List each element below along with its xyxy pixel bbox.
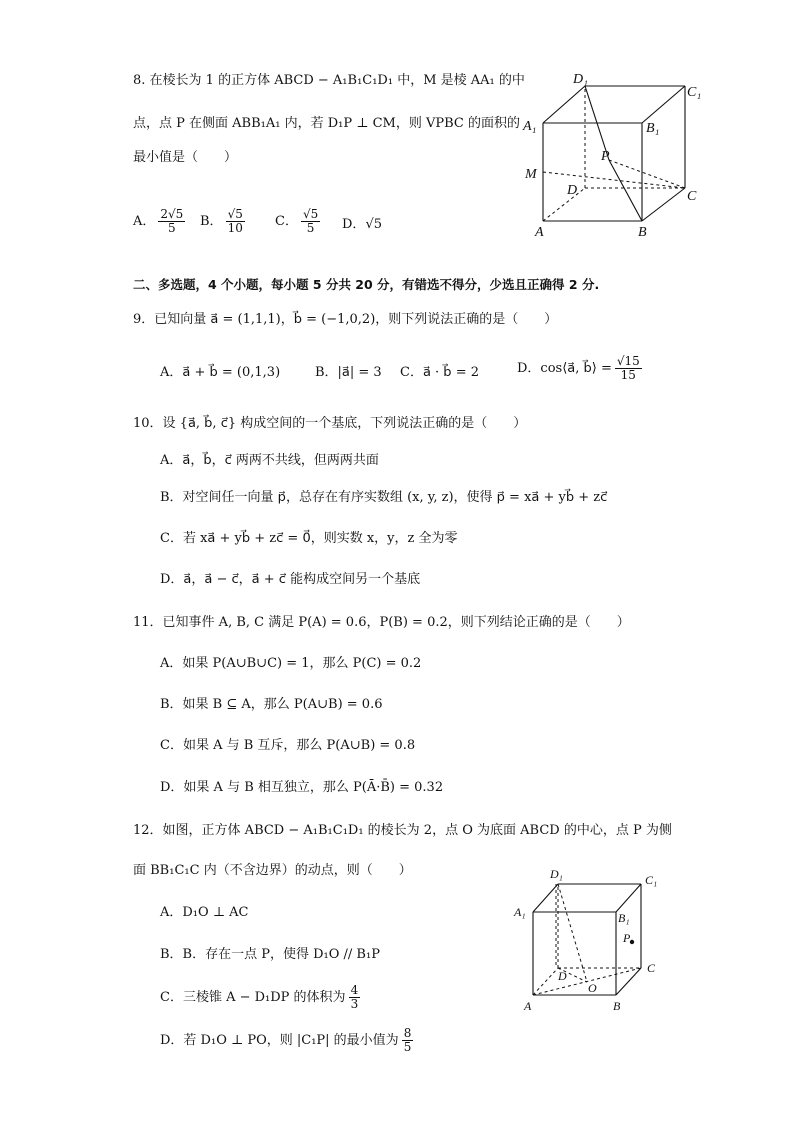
q8-line1: 8. 在棱长为 1 的正方体 ABCD − A₁B₁C₁D₁ 中，M 是棱 AA₁ 的中: [133, 73, 525, 88]
q8-option-c-num: √5: [302, 207, 319, 221]
q8-option-b-fraction: [226, 208, 245, 235]
q9-option-c[interactable]: C．a⃗ · b⃗ = 2: [400, 365, 479, 380]
q8-option-a-fraction: [158, 208, 185, 235]
q12-option-c-num: 4: [350, 983, 359, 997]
q8-option-d-label: D．: [342, 217, 366, 232]
q12-option-c-text: C．三棱锥 A − D₁DP 的体积为: [160, 990, 346, 1005]
q12-option-c-fraction: [349, 984, 361, 1011]
q11-stem: 11．已知事件 A, B, C 满足 P(A) = 0.6，P(B) = 0.2，则下列结论正确的是（ ）: [133, 615, 630, 630]
q9-option-d[interactable]: [517, 355, 645, 382]
q10-stem: 10．设 {a⃗, b⃗, c⃗} 构成空间的一个基底，下列说法正确的是（ ）: [133, 416, 527, 431]
q8-option-c-label: C．: [275, 214, 298, 229]
edge-b-c: [642, 188, 685, 221]
q9-option-b[interactable]: B．|a⃗| = 3: [315, 365, 382, 380]
label-a1: A₁: [514, 905, 526, 919]
q12-option-d-num: 8: [403, 1026, 412, 1040]
q8-option-a[interactable]: [133, 208, 188, 235]
q8-option-a-den: 5: [168, 221, 176, 235]
hidden-edge-a-d: [543, 188, 585, 221]
q12-option-b[interactable]: B．B．存在一点 P，使得 D₁O // B₁P: [160, 947, 380, 962]
q9-option-d-fraction: [615, 355, 642, 382]
q10-option-c[interactable]: C．若 xa⃗ + yb⃗ + zc⃗ = 0⃗，则实数 x，y，z 全为零: [160, 531, 458, 546]
q12-cube-figure: [508, 862, 698, 1017]
q9-option-d-text: D．cos⟨a⃗, b⃗⟩ =: [517, 361, 612, 376]
q9-option-a[interactable]: A．a⃗ + b⃗ = (0,1,3): [160, 365, 281, 380]
edge-a1-d1: [543, 86, 585, 123]
label-c1: C₁: [645, 873, 658, 887]
label-p: P: [601, 149, 610, 164]
q9-option-d-den: 15: [620, 368, 636, 382]
point-p: [630, 940, 634, 944]
q11-option-c[interactable]: C．如果 A 与 B 互斥，那么 P(A∪B) = 0.8: [160, 738, 416, 753]
q10-option-a[interactable]: A．a⃗，b⃗，c⃗ 两两不共线，但两两共面: [160, 453, 379, 468]
edge-b1-c1: [642, 86, 685, 123]
q12-option-d[interactable]: [160, 1027, 416, 1054]
edge-a1-d1: [533, 884, 558, 912]
q11-option-d[interactable]: D．如果 A 与 B 相互独立，那么 P(Ā·B̄) = 0.32: [160, 780, 444, 795]
q12-line2: 面 BB₁C₁C 内（不含边界）的动点，则（ ）: [133, 863, 412, 878]
label-d: D: [567, 183, 578, 198]
q12-option-c-den: 3: [350, 997, 359, 1011]
q12-option-c[interactable]: [160, 984, 363, 1011]
q12-option-d-den: 5: [403, 1040, 412, 1054]
label-o: O: [588, 981, 597, 995]
q9-stem: 9．已知向量 a⃗ = (1,1,1)，b⃗ = (−1,0,2)，则下列说法正确的是（ ）: [133, 312, 558, 327]
label-b: B: [638, 225, 647, 240]
label-b1: B₁: [618, 911, 630, 925]
edge-b-c: [616, 968, 641, 995]
label-c1: C₁: [687, 85, 702, 100]
q8-option-b-label: B．: [200, 214, 223, 229]
q10-option-d[interactable]: D．a⃗，a⃗ − c⃗，a⃗ + c⃗ 能构成空间另一个基底: [160, 572, 421, 587]
label-a: A: [524, 999, 532, 1013]
q8-option-b-num: √5: [227, 207, 243, 221]
label-d1: D₁: [573, 72, 588, 87]
hidden-segment-d1-o: [558, 884, 587, 982]
q12-option-d-fraction: [402, 1027, 414, 1054]
hidden-segment-m-c: [543, 172, 685, 188]
q8-line3: 最小值是（ ）: [133, 150, 238, 165]
q8-option-c-den: 5: [306, 221, 315, 235]
edge-b1-c1: [616, 884, 641, 912]
q10-option-b[interactable]: B．对空间任一向量 p⃗，总存在有序实数组 (x, y, z)，使得 p⃗ = xa⃗ + yb⃗ + zc⃗: [160, 490, 608, 505]
label-p: P: [623, 931, 631, 945]
q9-option-d-num: √15: [616, 354, 640, 368]
q12-option-d-text: D．若 D₁O ⊥ PO，则 |C₁P| 的最小值为: [160, 1033, 399, 1048]
hidden-edge-a-d: [533, 968, 558, 995]
section2-heading: 二、多选题，4 个小题，每小题 5 分共 20 分，有错选不得分，少选且正确得 2 分.: [133, 277, 600, 292]
q8-option-a-num: 2√5: [160, 207, 184, 221]
q8-option-a-label: A．: [133, 214, 156, 229]
label-b1: B₁: [646, 121, 660, 136]
label-a: A: [535, 225, 544, 240]
q12-line1: 12．如图，正方体 ABCD − A₁B₁C₁D₁ 的棱长为 2，点 O 为底面 ABCD 的中心，点 P 为侧: [133, 823, 672, 838]
q8-option-c[interactable]: [275, 208, 323, 235]
q8-option-d[interactable]: [342, 215, 382, 235]
segment-p-b: [609, 160, 642, 221]
q8-cube-figure: [515, 68, 715, 243]
q8-option-c-fraction: [301, 208, 320, 235]
label-c: C: [687, 189, 697, 204]
q12-option-a[interactable]: A．D₁O ⊥ AC: [160, 905, 249, 920]
label-c: C: [647, 961, 656, 975]
q8-option-b-den: 10: [227, 221, 243, 235]
label-d1: D₁: [550, 867, 563, 881]
label-a1: A₁: [523, 119, 537, 134]
label-m: M: [525, 167, 537, 182]
q8-option-b[interactable]: [200, 208, 248, 235]
label-b: B: [613, 999, 621, 1013]
q8-line2: 点，点 P 在侧面 ABB₁A₁ 内，若 D₁P ⊥ CM，则 VPBC 的面积的: [133, 116, 520, 131]
q11-option-a[interactable]: A．如果 P(A∪B∪C) = 1，那么 P(C) = 0.2: [160, 656, 422, 671]
label-d: D: [558, 969, 567, 983]
q8-option-d-value: √5: [365, 217, 382, 232]
q11-option-b[interactable]: B．如果 B ⊆ A，那么 P(A∪B) = 0.6: [160, 697, 383, 712]
